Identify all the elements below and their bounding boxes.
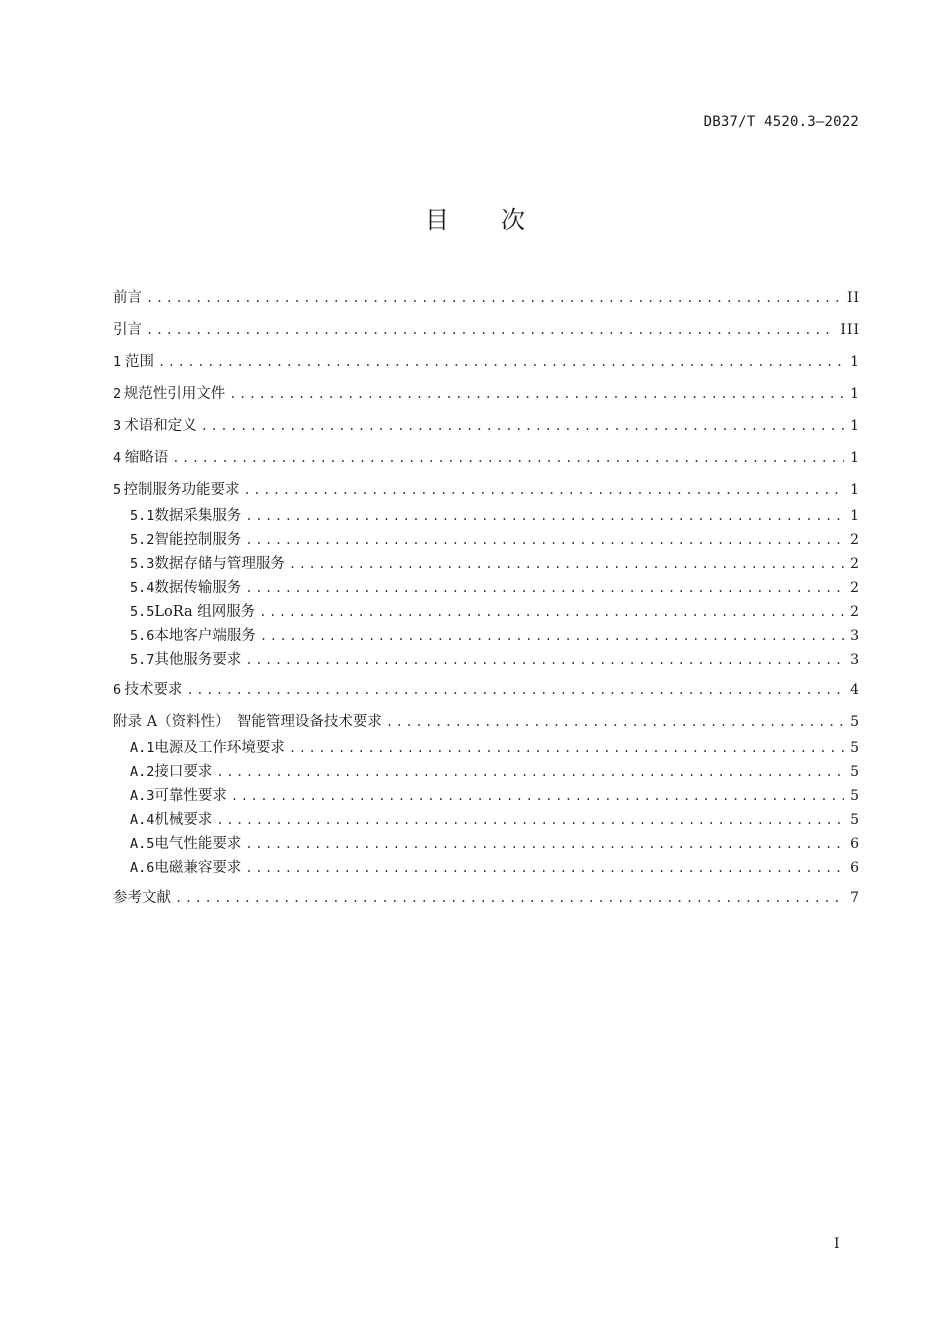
toc-entry-a-3[interactable] <box>130 785 860 807</box>
toc-number: 1 <box>113 354 122 370</box>
toc-page: 1 <box>850 508 860 524</box>
toc-number: 5.6 <box>130 628 155 644</box>
toc-entry-a-5[interactable] <box>130 833 860 855</box>
toc-label: 接口要求 <box>154 764 213 780</box>
toc-page: 5 <box>850 764 860 780</box>
toc-page: 4 <box>850 682 860 698</box>
toc-label: LoRa 组网服务 <box>154 604 256 620</box>
toc-entry-a-4[interactable] <box>130 809 860 831</box>
toc-entry-6[interactable] <box>113 679 860 701</box>
toc-entry-a-2[interactable] <box>130 761 860 783</box>
toc-entry-a-6[interactable] <box>130 857 860 879</box>
toc-entry-5-6[interactable] <box>130 625 860 647</box>
toc-number: 2 <box>113 386 122 402</box>
toc-label: 缩略语 <box>124 450 169 466</box>
toc-label: 电源及工作环境要求 <box>154 740 285 756</box>
toc-number: 5.7 <box>130 652 155 668</box>
toc-page: 6 <box>850 836 860 852</box>
toc-label: 术语和定义 <box>124 418 197 434</box>
toc-entry-4[interactable] <box>113 447 860 469</box>
toc-page: 2 <box>850 580 860 596</box>
toc-label: 数据采集服务 <box>154 508 242 524</box>
toc-entry-5-3[interactable] <box>130 553 860 575</box>
title-char-2: 次 <box>501 206 525 234</box>
toc-number: A.3 <box>130 788 155 804</box>
toc-entry-5-2[interactable] <box>130 529 860 551</box>
toc-label: 范围 <box>124 354 154 370</box>
toc-number: A.4 <box>130 812 155 828</box>
toc-label: 引言 <box>113 322 142 338</box>
toc-label: 技术要求 <box>124 682 183 698</box>
toc-page: 5 <box>850 788 860 804</box>
toc-entry-introduction[interactable] <box>113 319 860 341</box>
toc-page: 6 <box>850 860 860 876</box>
page-title <box>0 200 950 235</box>
toc-number: 6 <box>113 682 122 698</box>
toc-entry-2[interactable] <box>113 383 860 405</box>
standard-code: DB37/T 4520.3—2022 <box>703 114 859 130</box>
toc-label: 数据存储与管理服务 <box>154 556 285 572</box>
toc-entry-5-5[interactable] <box>130 601 860 623</box>
toc-page: 1 <box>850 482 860 498</box>
toc-entry-1[interactable] <box>113 351 860 373</box>
toc-label: 可靠性要求 <box>154 788 227 804</box>
toc-page: 7 <box>850 890 860 906</box>
toc-page: 5 <box>850 740 860 756</box>
toc-entry-a-1[interactable] <box>130 737 860 759</box>
toc-label: 智能控制服务 <box>154 532 242 548</box>
toc-number: 5.4 <box>130 580 155 596</box>
toc-page: 1 <box>850 418 860 434</box>
toc-entry-foreword[interactable] <box>113 287 860 309</box>
toc-label: 电气性能要求 <box>154 836 242 852</box>
toc-page: 5 <box>850 812 860 828</box>
toc-label: 数据传输服务 <box>154 580 242 596</box>
toc-label: 电磁兼容要求 <box>154 860 242 876</box>
toc-entry-5[interactable] <box>113 479 860 501</box>
toc-entry-bibliography[interactable] <box>113 887 860 909</box>
toc-page: III <box>840 322 860 338</box>
toc-label: 本地客户端服务 <box>154 628 256 644</box>
toc-page: 2 <box>850 556 860 572</box>
toc-number: A.1 <box>130 740 155 756</box>
toc-label: 参考文献 <box>113 890 171 906</box>
toc-number: 5.2 <box>130 532 155 548</box>
toc-page: II <box>846 290 860 306</box>
title-char-1: 目 <box>425 206 449 234</box>
toc-page: 1 <box>850 450 860 466</box>
toc-label: 其他服务要求 <box>154 652 242 668</box>
toc-entry-3[interactable] <box>113 415 860 437</box>
toc-page: 1 <box>850 386 860 402</box>
toc-entry-5-1[interactable] <box>130 505 860 527</box>
toc-label: 机械要求 <box>154 812 213 828</box>
toc-page: 2 <box>850 532 860 548</box>
toc-label: 附录 A（资料性） 智能管理设备技术要求 <box>113 714 382 730</box>
toc-number: 5.3 <box>130 556 155 572</box>
toc-number: A.6 <box>130 860 155 876</box>
toc-label: 控制服务功能要求 <box>123 482 240 498</box>
toc-number: 5.1 <box>130 508 155 524</box>
toc-number: A.5 <box>130 836 155 852</box>
toc-entry-appendix-a[interactable] <box>113 711 860 733</box>
toc-entry-5-4[interactable] <box>130 577 860 599</box>
toc-number: 3 <box>113 418 122 434</box>
toc-label: 规范性引用文件 <box>123 386 226 402</box>
toc-page: 3 <box>850 628 860 644</box>
toc-number: A.2 <box>130 764 155 780</box>
toc-number: 5 <box>113 482 122 498</box>
toc-page: 3 <box>850 652 860 668</box>
page-number: I <box>834 1236 840 1252</box>
toc-page: 2 <box>850 604 860 620</box>
toc-page: 1 <box>850 354 860 370</box>
toc-page: 5 <box>850 714 860 730</box>
toc-label: 前言 <box>113 290 142 306</box>
toc-number: 5.5 <box>130 604 155 620</box>
toc-number: 4 <box>113 450 122 466</box>
toc-entry-5-7[interactable] <box>130 649 860 671</box>
